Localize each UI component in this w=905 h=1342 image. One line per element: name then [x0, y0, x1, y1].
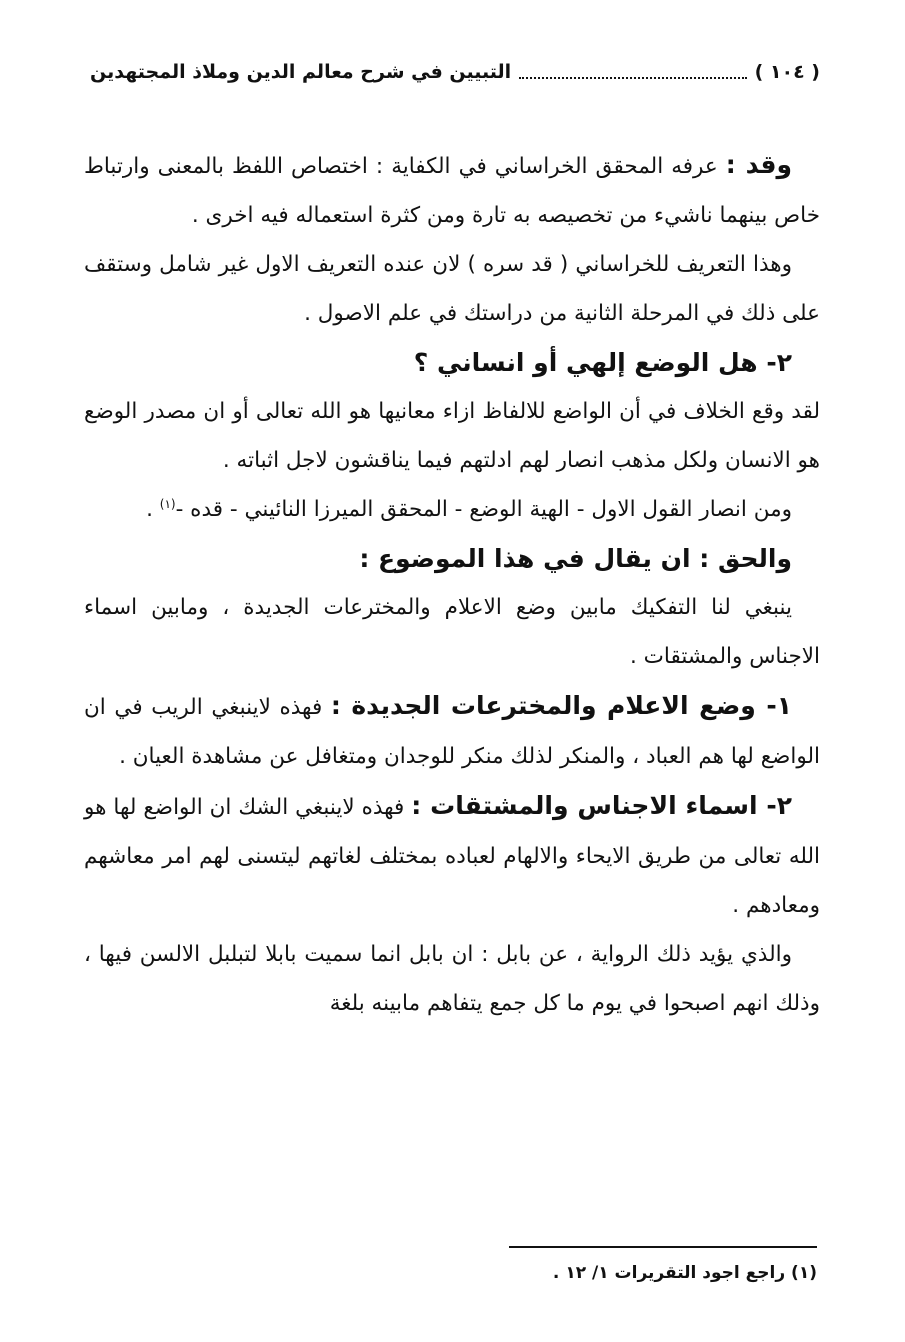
paragraph-babel: والذي يؤيد ذلك الرواية ، عن بابل : ان بابل انما سميت بابلا لتبلبل الالسن فيها ، وذلك انهم اصبحوا في يوم ما كل جمع يتفاهم مابينه بلغة: [84, 942, 820, 1016]
paragraph-text: فهذه لاينبغي الريب في ان الواضع لها هم العباد ، والمنكر لذلك منكر للوجدان ومتغافل عن مشاهدة العيان .: [84, 695, 820, 769]
book-title: التبيين في شرح معالم الدين وملاذ المجتهدين: [90, 61, 512, 83]
paragraph-khurasani: وهذا التعريف للخراساني ( قد سره ) لان عنده التعريف الاول غير شامل وستقف على ذلك في المرحلة الثانية من دراستك في علم الاصول .: [84, 252, 820, 326]
page-number: ( ١٠٤ ): [754, 61, 820, 83]
footnote: (١) راجع اجود التقريرات ١/ ١٢ .: [552, 1263, 817, 1283]
paragraph-text: ومن انصار القول الاول - الهية الوضع - المحقق الميرزا النائيني - قده -: [175, 497, 792, 522]
paragraph-definition: [84, 140, 820, 240]
footnote-reference[interactable]: (١): [159, 496, 176, 511]
paragraph-generic-nouns: [84, 781, 820, 930]
section-heading-truth: والحق : ان يقال في هذا الموضوع :: [359, 544, 792, 573]
main-text: [84, 140, 820, 1028]
paragraph-end: .: [146, 497, 160, 522]
paragraph-lead: ٢- اسماء الاجناس والمشتقات :: [411, 791, 793, 820]
paragraph-supporters: [84, 485, 820, 534]
running-header: [90, 56, 820, 88]
paragraph-disagreement: لقد وقع الخلاف في أن الواضع للالفاظ ازاء معانيها هو الله تعالى أو ان مصدر الوضع هو الانسان ولكل مذهب انصار لهم ادلتهم فيما يناقشون لاجل اثباته .: [84, 399, 820, 473]
header-dot-leader: [519, 65, 746, 79]
paragraph-distinction: ينبغي لنا التفكيك مابين وضع الاعلام والمخترعات الجديدة ، ومابين اسماء الاجناس والمشتقات .: [84, 595, 820, 669]
section-heading-divine-or-human: ٢- هل الوضع إلهي أو انساني ؟: [413, 348, 792, 377]
paragraph-lead: وقد :: [725, 150, 792, 179]
paragraph-text: عرفه المحقق الخراساني في الكفاية : اختصاص اللفظ بالمعنى وارتباط خاص بينهما ناشيء من تخصيصه به تارة ومن كثرة استعماله فيه اخرى .: [84, 154, 820, 228]
paragraph-lead: ١- وضع الاعلام والمخترعات الجديدة :: [330, 691, 792, 720]
paragraph-text: فهذه لاينبغي الشك ان الواضع لها هو الله تعالى من طريق الايحاء والالهام لعباده بمختلف لغاتهم ليتسنى لهم امر معاشهم ومعادهم .: [84, 795, 820, 918]
paragraph-proper-nouns: [84, 681, 820, 781]
footnote-separator: [509, 1246, 817, 1248]
